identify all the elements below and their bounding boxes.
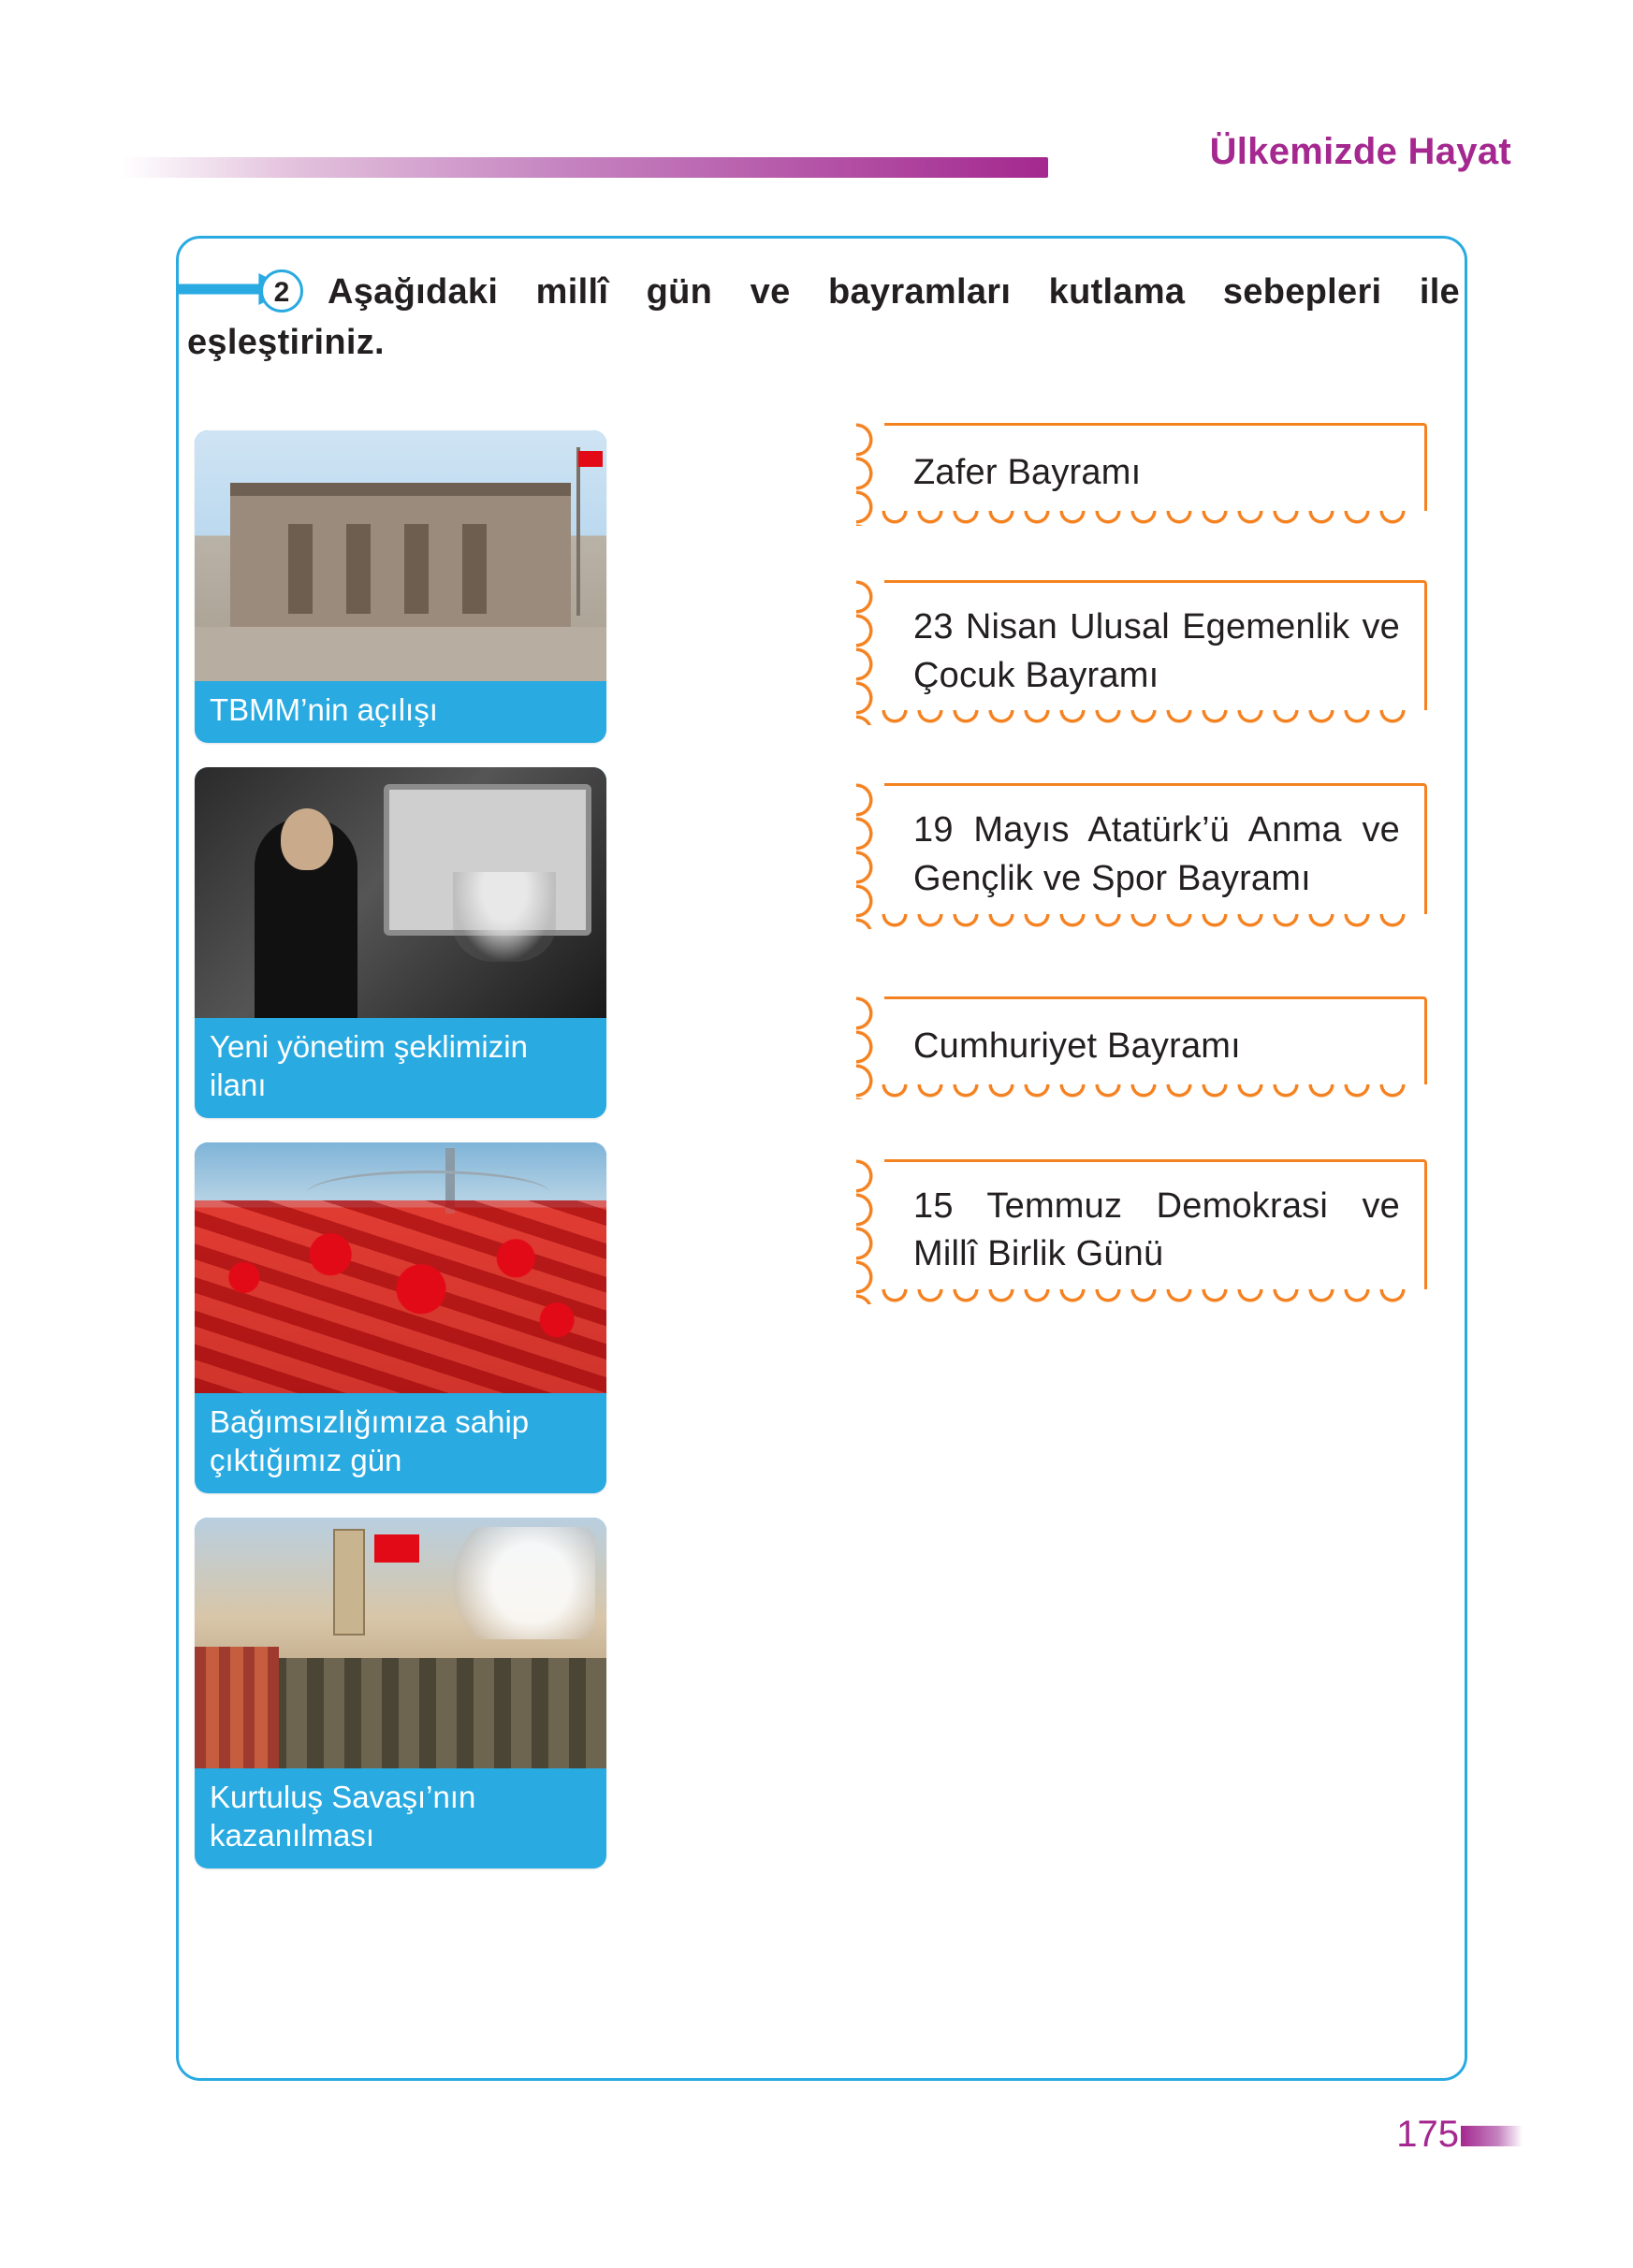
question-number: 2 bbox=[260, 269, 303, 313]
list-item[interactable] bbox=[856, 1159, 1427, 1304]
list-item[interactable] bbox=[856, 996, 1427, 1099]
card-caption: Kurtuluş Savaşı’nın kazanılması bbox=[210, 1779, 476, 1854]
holiday-label: 15 Temmuz Demokrasi ve Millî Birlik Günü bbox=[913, 1185, 1400, 1274]
holiday-label-list bbox=[856, 423, 1427, 1304]
header-gradient-bar bbox=[122, 157, 1048, 178]
question-text: Aşağıdaki millî gün ve bayramları kutlama sebepleri ile eşleştiriniz. bbox=[187, 272, 1460, 362]
card-caption: Yeni yönetim şeklimizin ilanı bbox=[210, 1028, 528, 1103]
card-caption: Bağımsızlığımıza sahip çıktığımız gün bbox=[210, 1403, 530, 1478]
picture-card-list bbox=[195, 430, 606, 1893]
list-item[interactable] bbox=[195, 430, 606, 743]
crowd-with-flags-photo bbox=[195, 1142, 606, 1393]
page-number: 175 bbox=[1396, 2114, 1459, 2155]
holiday-label: 19 Mayıs Atatürk’ü Anma ve Gençlik ve Spor Bayramı bbox=[913, 810, 1400, 899]
holiday-label: 23 Nisan Ulusal Egemenlik ve Çocuk Bayramı bbox=[913, 607, 1400, 695]
list-item[interactable] bbox=[195, 1142, 606, 1493]
tbmm-building-photo bbox=[195, 430, 606, 681]
list-item[interactable] bbox=[195, 767, 606, 1118]
holiday-label: Zafer Bayramı bbox=[913, 453, 1142, 493]
list-item[interactable] bbox=[856, 783, 1427, 928]
list-item[interactable] bbox=[195, 1518, 606, 1868]
footer-gradient-bar bbox=[1461, 2126, 1523, 2146]
card-caption: TBMM’nin açılışı bbox=[210, 692, 438, 727]
list-item[interactable] bbox=[856, 580, 1427, 725]
list-item[interactable] bbox=[856, 423, 1427, 526]
ataturk-speech-photo bbox=[195, 767, 606, 1018]
holiday-label: Cumhuriyet Bayramı bbox=[913, 1025, 1241, 1066]
independence-war-painting bbox=[195, 1518, 606, 1768]
header-title: Ülkemizde Hayat bbox=[1209, 131, 1511, 172]
page-header bbox=[0, 131, 1633, 187]
